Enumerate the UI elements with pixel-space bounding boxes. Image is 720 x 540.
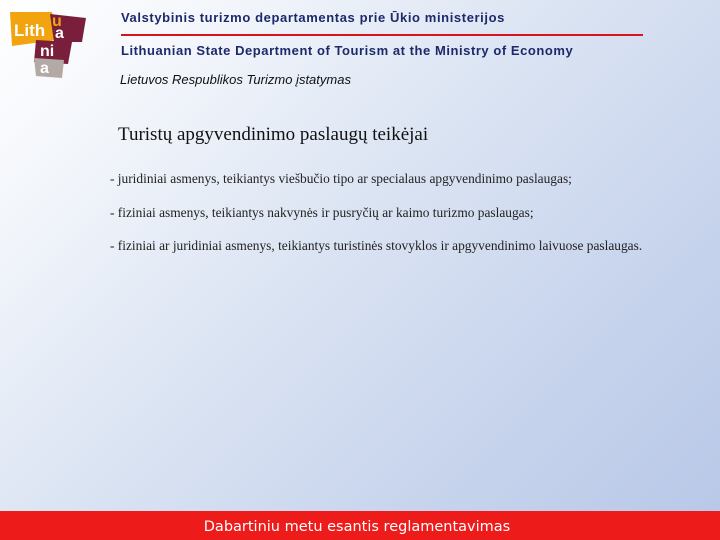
list-item: - juridiniai asmenys, teikiantys viešbučio tipo ar specialaus apgyvendinimo paslaugas; [110, 171, 572, 186]
logo-text-3: a [55, 25, 64, 42]
section-heading: Turistų apgyvendinimo paslaugų teikėjai [118, 124, 429, 145]
header-divider [121, 34, 643, 36]
list-item: - fiziniai ar juridiniai asmenys, teikiantys turistinės stovyklos ir apgyvendinimo laivuose paslaugas. [110, 238, 643, 253]
law-title: Lietuvos Respublikos Turizmo įstatymas [120, 72, 351, 87]
list-item: - fiziniai asmenys, teikiantys nakvynės ir pusryčių ar kaimo turizmo paslaugas; [110, 205, 534, 220]
logo-text-4: ni [40, 43, 55, 60]
logo-text-5: a [40, 60, 49, 77]
logo-text-2: u [52, 13, 62, 30]
organization-name-lt: Valstybinis turizmo departamentas prie Ūkio ministerijos [121, 10, 505, 25]
lithuania-logo [10, 12, 90, 78]
organization-name-en: Lithuanian State Department of Tourism at the Ministry of Economy [121, 43, 574, 58]
footer-bar [0, 511, 720, 540]
logo-text-1: Lith [14, 21, 46, 40]
footer-text: Dabartiniu metu esantis reglamentavimas [203, 518, 511, 535]
